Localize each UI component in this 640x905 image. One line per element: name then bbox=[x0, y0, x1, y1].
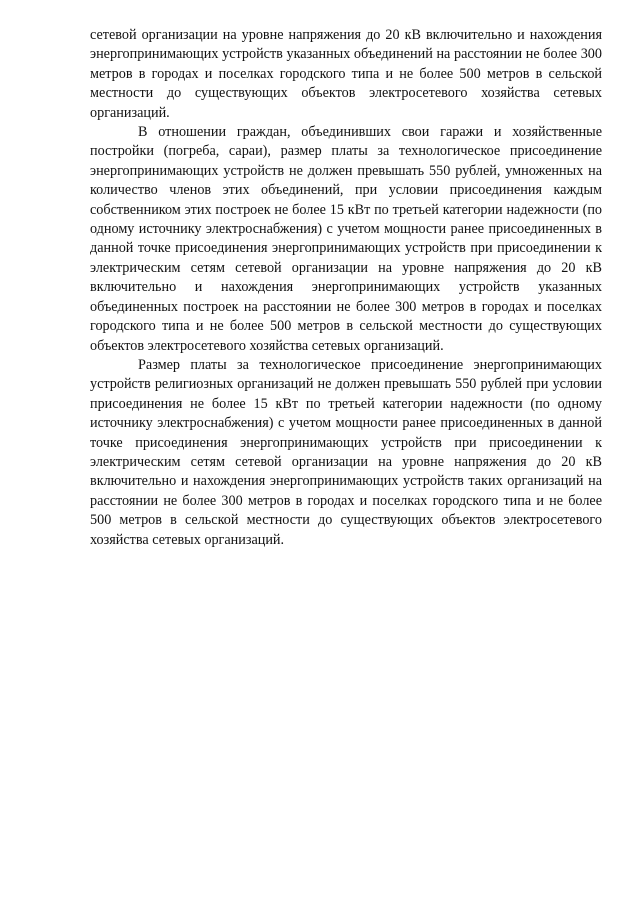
paragraph-religious-organizations: Размер платы за технологическое присоединение энергопринимающих устройств религиозных организаций не должен превышать 550 рублей при условии присоединения не более 15 кВт по третьей категории надежности (по одному источнику электроснабжения) с учетом мощности ранее присоединенных в данной точке присоединения энергопринимающих устройств при присоединении к электрическим сетям сетевой организации на уровне напряжения до 20 кВ включительно и нахождения энергопринимающих устройств таких организаций на расстоянии не более 300 метров в городах и поселках городского типа и не более 500 метров в сельской местности до существующих объектов электросетевого хозяйства сетевых организаций. bbox=[90, 356, 602, 548]
paragraph-continuation: сетевой организации на уровне напряжения до 20 кВ включительно и нахождения энергопринимающих устройств указанных объединений на расстоянии не более 300 метров в городах и поселках городского типа и не более 500 метров в сельской местности до существующих объектов электросетевого хозяйства сетевых организаций. bbox=[90, 27, 602, 121]
paragraph-garage-associations: В отношении граждан, объединивших свои гаражи и хозяйственные постройки (погреба, сараи), размер платы за технологическое присоединение энергопринимающих устройств не должен превышать 550 рублей, умноженных на количество членов этих объединений, при условии присоединения каждым собственником этих построек не более 15 кВт по третьей категории надежности (по одному источнику электроснабжения) с учетом мощности ранее присоединенных в данной точке присоединения энергопринимающих устройств при присоединении к электрическим сетям сетевой организации на уровне напряжения до 20 кВ включительно и нахождения энергопринимающих устройств указанных объединенных построек на расстоянии не более 300 метров в городах и поселках городского типа и не более 500 метров в сельской местности до существующих объектов электросетевого хозяйства сетевых организаций. bbox=[90, 124, 602, 354]
document-page bbox=[90, 26, 602, 550]
